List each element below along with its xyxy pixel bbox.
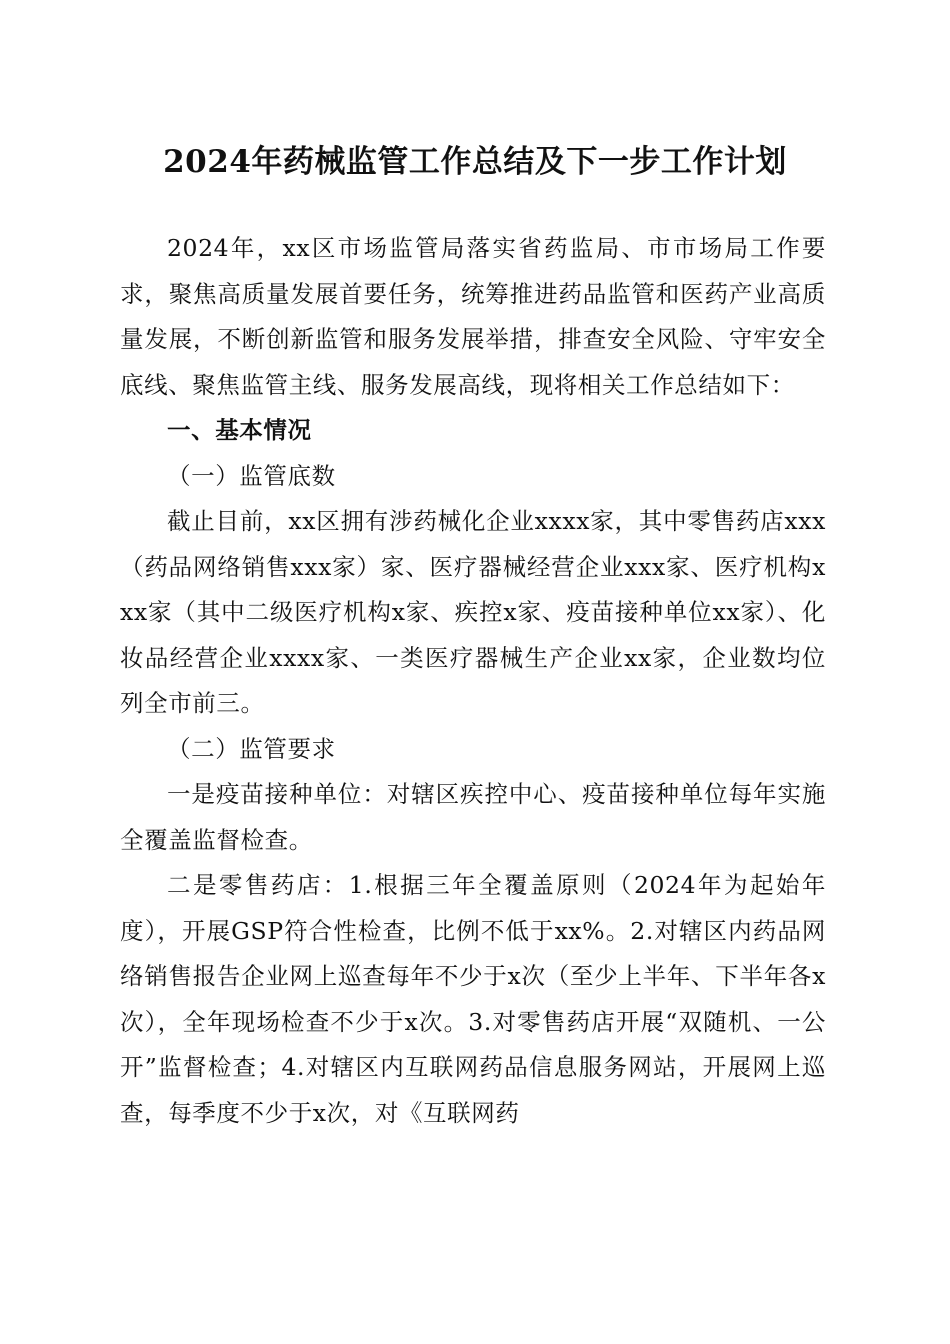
supervision-base-paragraph: 截止目前，xx区拥有涉药械化企业xxxx家，其中零售药店xxx（药品网络销售xxx家）家、医疗器械经营企业xxx家、医疗机构xxx家（其中二级医疗机构x家、疾控x家、疫苗接种单位xx家）、化妆品经营企业xxxx家、一类医疗器械生产企业xx家，企业数均位列全市前三。 — [120, 507, 826, 717]
section-heading-basic-situation: 一、基本情况 — [167, 416, 312, 444]
vaccination-units-paragraph: 一是疫苗接种单位：对辖区疾控中心、疫苗接种单位每年实施全覆盖监督检查。 — [120, 780, 826, 854]
subsection-heading-supervision-base: （一）监管底数 — [167, 461, 336, 490]
subsection-heading-supervision-requirements: （二）监管要求 — [167, 734, 336, 763]
retail-pharmacies-paragraph: 二是零售药店：1.根据三年全覆盖原则（2024年为起始年度），开展GSP符合性检查，比例不低于xx%。2.对辖区内药品网络销售报告企业网上巡查每年不少于x次（至少上半年、下半年各x次），全年现场检查不少于x次。3.对零售药店开展“双随机、一公开”监督检查；4.对辖区内互联网药品信息服务网站，开展网上巡查，每季度不少于x次，对《互联网药 — [120, 871, 826, 1127]
document-title: 2024年药械监管工作总结及下一步工作计划 — [163, 144, 787, 180]
document-body — [120, 226, 826, 1136]
intro-paragraph: 2024年，xx区市场监管局落实省药监局、市市场局工作要求，聚焦高质量发展首要任务，统筹推进药品监管和医药产业高质量发展，不断创新监管和服务发展举措，排查安全风险、守牢安全底线、聚焦监管主线、服务发展高线，现将相关工作总结如下： — [120, 234, 826, 399]
